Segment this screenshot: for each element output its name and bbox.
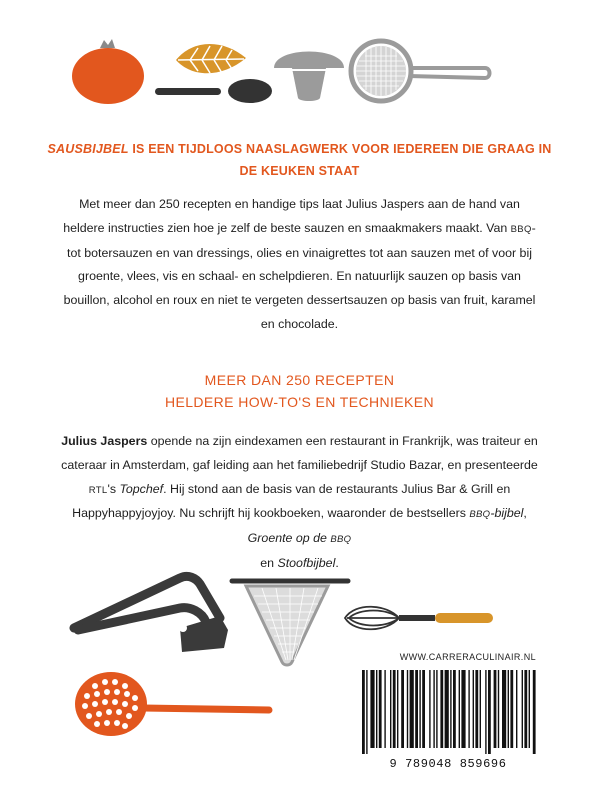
bio-text-f: . xyxy=(335,555,339,570)
bio-book2: Groente op de xyxy=(247,531,331,546)
highlight-line-2: HELDERE HOW-TO'S EN TECHNIEKEN xyxy=(164,394,435,410)
bio-text-e: en xyxy=(260,555,278,570)
bio-book1-sc: BBQ xyxy=(469,509,491,521)
isbn-number: 9 789048 859696 xyxy=(389,757,507,771)
highlights xyxy=(40,369,559,413)
bio-text-c: . Hij stond aan de basis van de restaurants Julius Bar & Grill en Happyhappyjoyjoy. Nu schrijft hij kookboeken, waaronder de bestsellers xyxy=(72,481,511,521)
bio-paragraph xyxy=(60,430,539,576)
spoon-icon xyxy=(155,74,275,114)
tagline-title: SAUSBIJBEL xyxy=(47,142,129,156)
bio-rtl: RTL xyxy=(88,484,108,496)
intro-paragraph xyxy=(60,193,539,337)
intro-bbq: BBQ xyxy=(510,223,532,235)
mushroom-icon xyxy=(270,38,350,108)
garlic-press-icon xyxy=(70,568,240,668)
intro-text-a: Met meer dan 250 recepten en handige tips laat Julius Jaspers aan de hand van heldere instructies zien hoe je zelf de beste sauzen en smaakmakers maakt. Van xyxy=(63,197,520,235)
sieve-icon xyxy=(232,578,352,668)
website-url: WWW.CARRERACULINAIR.NL xyxy=(399,652,536,662)
bio-show: Topchef xyxy=(119,481,164,496)
bio-book1: -bijbel xyxy=(490,506,524,521)
bio-text-a: opende na zijn eindexamen een restaurant in Frankrijk, was traiteur en cateraar in Amsterdam, gaf leiding aan het familiebedrijf Studio Bazar, en presenteerde xyxy=(61,434,538,472)
bio-text-b: 's xyxy=(107,481,120,496)
tagline xyxy=(40,138,559,182)
intro-text-b: - tot botersauzen en van dressings, olies en vinaigrettes tot aan sauzen met of voor bij groente, vlees, vis en schaal- en schelpdieren. En natuurlijk sauzen op basis van bouillon, alcohol en roux en niet te vergeten dessertsauzen op basis van fruit, karamel en chocolade. xyxy=(63,220,536,331)
tomato-icon xyxy=(70,36,150,106)
bio-book2-sc: BBQ xyxy=(330,534,352,546)
bio-text-d: , xyxy=(523,506,527,521)
tagline-rest: IS EEN TIJDLOOS NAASLAGWERK VOOR IEDEREEN DIE GRAAG IN DE KEUKEN STAAT xyxy=(128,142,552,178)
whisk-icon xyxy=(343,600,503,640)
barcode xyxy=(362,668,542,754)
skimmer-icon xyxy=(73,670,273,750)
author-name: Julius Jaspers xyxy=(61,434,148,448)
strainer-icon xyxy=(345,38,495,108)
bio-book3: Stoofbijbel xyxy=(277,555,336,570)
highlight-line-1: MEER DAN 250 RECEPTEN xyxy=(204,372,395,388)
